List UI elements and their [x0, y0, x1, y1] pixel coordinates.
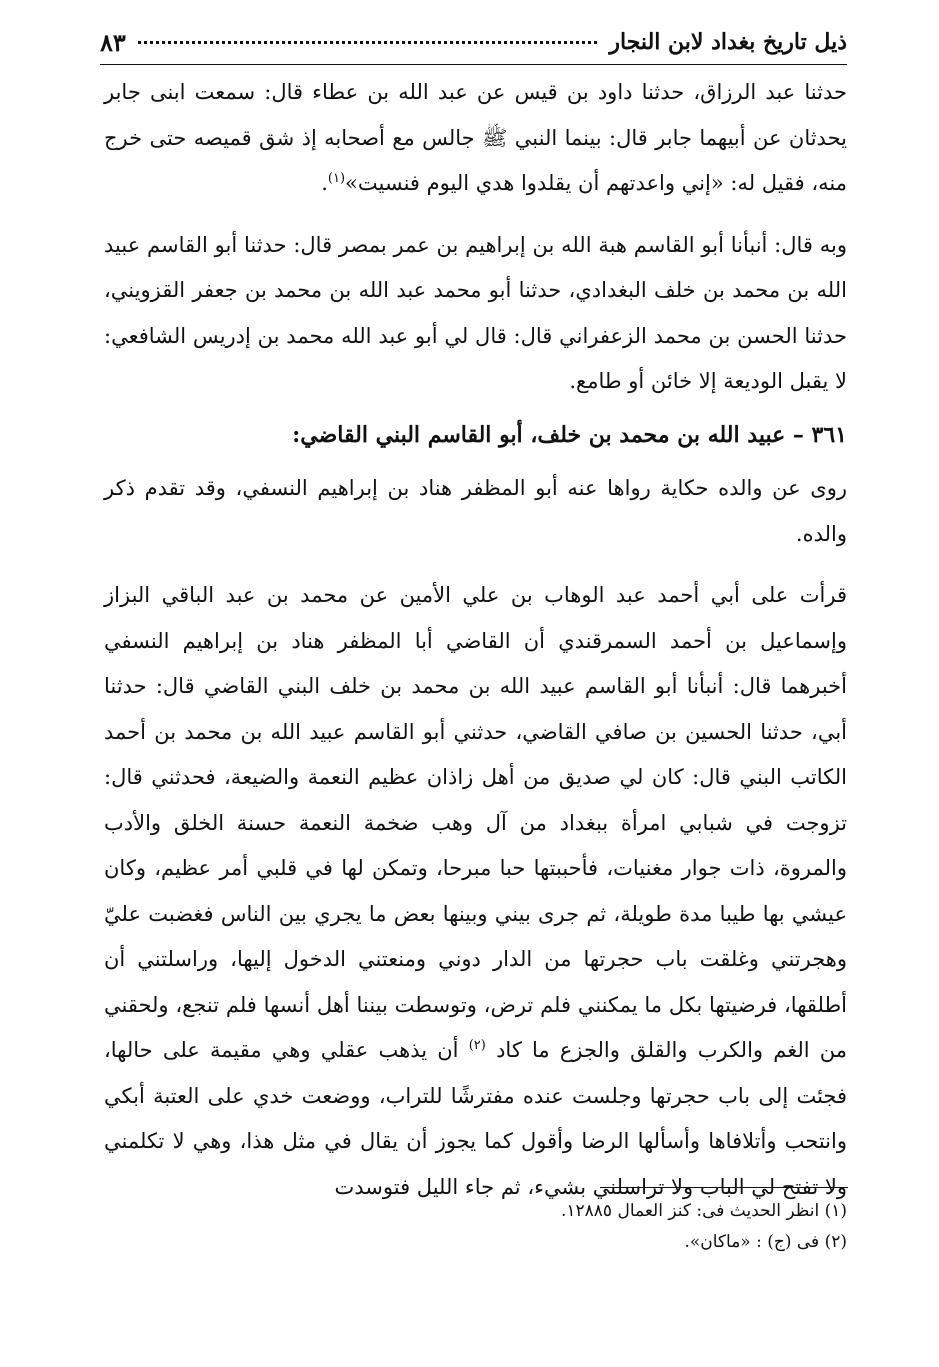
main-text	[104, 70, 847, 1210]
running-header	[100, 22, 847, 62]
paragraph-story: قرأت على أبي أحمد عبد الوهاب بن علي الأمين عن محمد بن عبد الباقي البزاز وإسماعيل بن أحمد السمرقندي أن القاضي أبا المظفر هناد بن إبراهيم النسفي أخبرهما قال: أنبأنا أبو القاسم عبيد الله بن محمد بن خلف البني القاضي قال: حدثنا أبي، حدثنا الحسين بن صافي القاضي، حدثني أبو القاسم عبيد الله بن محمد بن أحمد الكاتب البني قال: كان لي صديق من أهل زاذان عظيم النعمة والضيعة، فحدثني قال: تزوجت في شبابي امرأة ببغداد من آل وهب ضخمة النعمة حسنة الخلق والأدب والمروة، ذات جوار مغنيات، فأحببتها حبا مبرحا، وتمكن لها في قلبي أمر عظيم، وكان عيشي بها طيبا مدة طويلة، ثم جرى بيني وبينها بعض ما يجري بين الناس فغضبت عليّ وهجرتني وغلقت باب حجرتها من الدار دوني ومنعتني الدخول إليها، وراسلتني أن أطلقها، فرضيتها بكل ما يمكنني فلم ترض، وتوسطت بيننا أهل أنسها فلم تنجع، ولحقني من الغم والكرب والقلق والجزع ما كاد $^{(٢)}$ أن يذهب عقلي وهي مقيمة على حالها، فجئت إلى باب حجرتها وجلست عنده مفترشًا للتراب، ووضعت خدي على العتبة أبكي وانتحب وأتلافاها وأسألها الرضا وأقول كما يجوز أن يقال في مثل هذا، وهي لا تكلمني ولا تفتح لي الباب ولا تراسلني بشيء، ثم جاء الليل فتوسدت	[104, 583, 848, 1199]
header-leader-dots	[138, 41, 598, 44]
header-rule	[100, 64, 847, 65]
paragraph-entry-intro: روى عن والده حكاية رواها عنه أبو المظفر هناد بن إبراهيم النسفي، وقد تقدم ذكر والده.	[104, 476, 847, 546]
footnote-ref-2: (٢)	[468, 1038, 486, 1053]
footnote-rule	[600, 1187, 848, 1188]
paragraph-shafii: وبه قال: أنبأنا أبو القاسم هبة الله بن إبراهيم بن عمر بمصر قال: حدثنا أبو القاسم عبيد الله بن محمد بن خلف البغدادي، حدثنا أبو محمد عبد الله بن محمد بن جعفر القزويني، حدثنا الحسن بن محمد الزعفراني قال: قال لي أبو عبد الله محمد بن إدريس الشافعي: لا يقبل الوديعة إلا خائن أو طامع.	[104, 232, 847, 393]
entry-heading: ٣٦١ – عبيد الله بن محمد بن خلف، أبو القاسم البني القاضي:	[292, 421, 847, 448]
footnotes	[420, 1196, 847, 1258]
footnote-ref-1: (١)	[327, 171, 346, 186]
footnote-1: (١) انظر الحديث فى: كنز العمال ١٢٨٨٥.	[561, 1201, 847, 1221]
header-title: ذيل تاريخ بغداد لابن النجار	[609, 29, 847, 55]
footnote-2: (٢) فى (ج) : «ماكان».	[684, 1232, 847, 1252]
page-number: ٨٣	[100, 27, 126, 57]
paragraph-hadith: حدثنا عبد الرزاق، حدثنا داود بن قيس عن عبد الله بن عطاء قال: سمعت ابنى جابر يحدثان عن أبيهما جابر قال: بينما النبي ﷺ جالس مع أصحابه إذ شق قميصه حتى خرج منه، فقيل له: «إني واعدتهم أن يقلدوا هدي اليوم فنسيت»$^{(١)}$.	[104, 80, 847, 195]
